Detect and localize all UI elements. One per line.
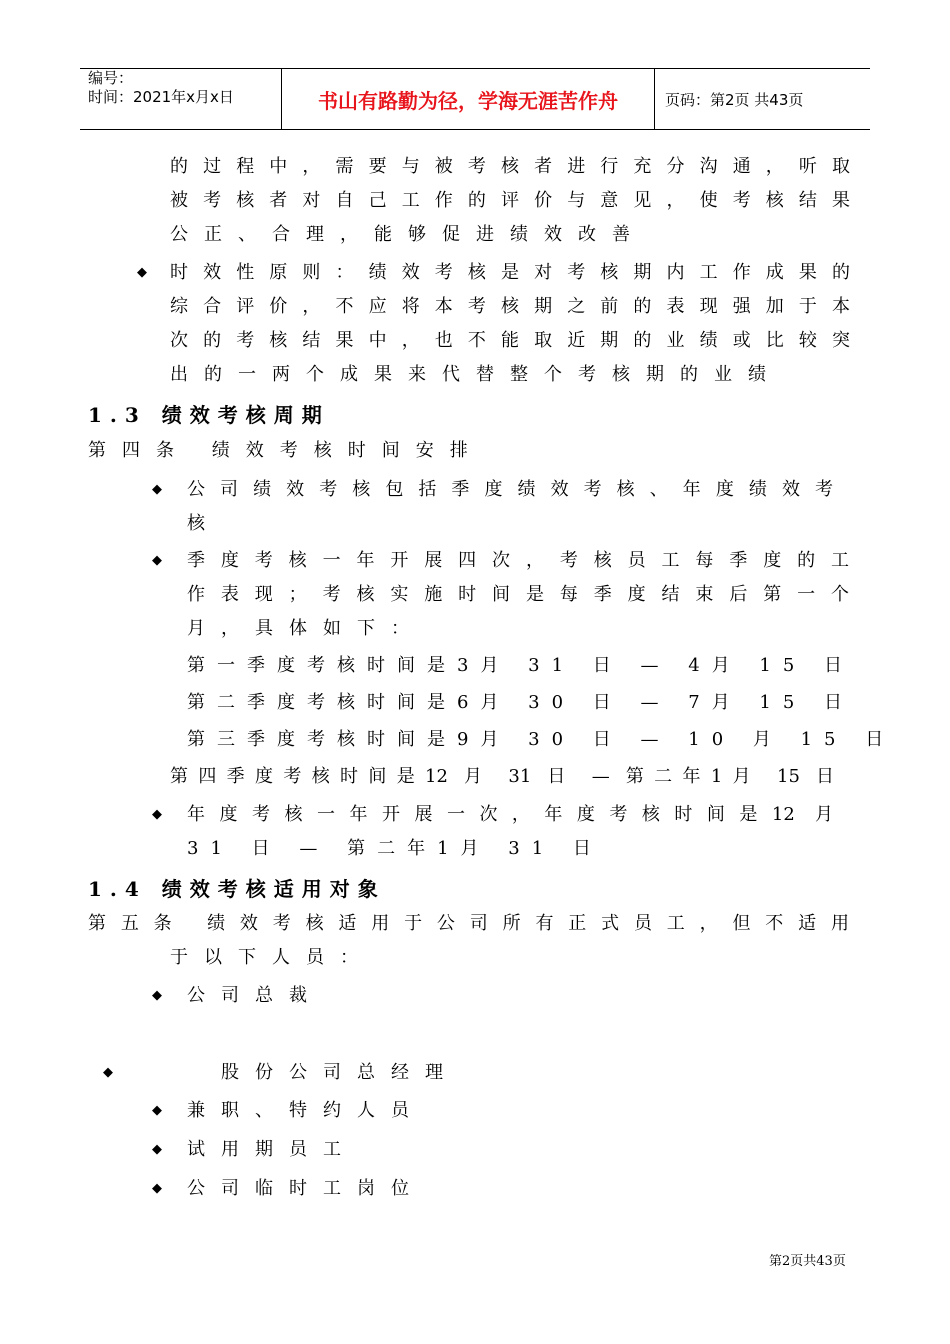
paragraph-line: 被考核者对自己工作的评价与意见，使考核结果 [170, 190, 850, 211]
list-item-line: 31 日 — 第二年1月 31 日 [187, 838, 603, 859]
schedule-line: 第二季度考核时间是6月 30 日 — 7月 15 日 [187, 692, 855, 713]
list-item: 公司总裁 [187, 985, 323, 1006]
paragraph-line: 的过程中，需要与被考核者进行充分沟通，听取 [170, 156, 850, 177]
list-item-line: 核 [187, 513, 205, 534]
bullet-icon: ◆ [152, 482, 162, 497]
list-item: 试用期员工 [187, 1139, 357, 1160]
paragraph-line: 出的一两个成果来代替整个考核期的业绩 [170, 364, 782, 385]
bullet-icon: ◆ [152, 807, 162, 822]
bullet-icon: ◆ [152, 1181, 162, 1196]
header-time: 时间：2021年x月x日 [88, 88, 234, 106]
header-motto: 书山有路勤为径，学海无涯苦作舟 [318, 88, 618, 113]
article-title: 第五条 绩效考核适用于公司所有正式员工，但不适用 [88, 913, 849, 934]
schedule-line: 第一季度考核时间是3月 31 日 — 4月 15 日 [187, 655, 855, 676]
list-item-line: 年度考核一年开展一次，年度考核时间是12 月 [187, 804, 833, 825]
list-item: 股份公司总经理 [221, 1062, 459, 1083]
header-divider [654, 69, 655, 129]
bullet-icon: ◆ [152, 1142, 162, 1157]
schedule-line: 第四季度考核时间是12 月 31 日 — 第二年1月 15 日 [170, 766, 834, 787]
header-number: 编号： [88, 69, 134, 87]
page-footer: 第2页共43页 [769, 1254, 846, 1269]
article-title: 第四条 绩效考核时间安排 [88, 440, 484, 461]
list-item: 公司临时工岗位 [187, 1178, 425, 1199]
list-item-line: 公司绩效考核包括季度绩效考核、年度绩效考 [187, 479, 833, 500]
list-item-line: 季度考核一年开展四次，考核员工每季度的工 [187, 550, 849, 571]
page-header [80, 68, 870, 130]
paragraph-line: 于以下人员： [170, 947, 374, 968]
section-heading: 1.3 绩效考核周期 [88, 403, 330, 427]
list-item-line: 月，具体如下： [187, 618, 425, 639]
list-item: 兼职、特约人员 [187, 1100, 425, 1121]
schedule-line: 第三季度考核时间是9月 30 日 — 10 月 15 日 [187, 729, 896, 750]
bullet-icon: ◆ [103, 1065, 113, 1080]
paragraph-line: 时效性原则：绩效考核是对考核期内工作成果的 [170, 262, 850, 283]
section-heading: 1.4 绩效考核适用对象 [88, 877, 386, 901]
bullet-icon: ◆ [152, 1103, 162, 1118]
list-item-line: 作表现；考核实施时间是每季度结束后第一个 [187, 584, 849, 605]
bullet-icon: ◆ [152, 553, 162, 568]
paragraph-line: 次的考核结果中，也不能取近期的业绩或比较突 [170, 330, 850, 351]
bullet-icon: ◆ [152, 988, 162, 1003]
header-page-info: 页码：第2页 共43页 [665, 90, 804, 109]
header-meta [88, 69, 283, 107]
bullet-icon: ◆ [137, 265, 147, 280]
paragraph-line: 公正、合理，能够促进绩效改善 [170, 224, 646, 245]
paragraph-line: 综合评价，不应将本考核期之前的表现强加于本 [170, 296, 850, 317]
